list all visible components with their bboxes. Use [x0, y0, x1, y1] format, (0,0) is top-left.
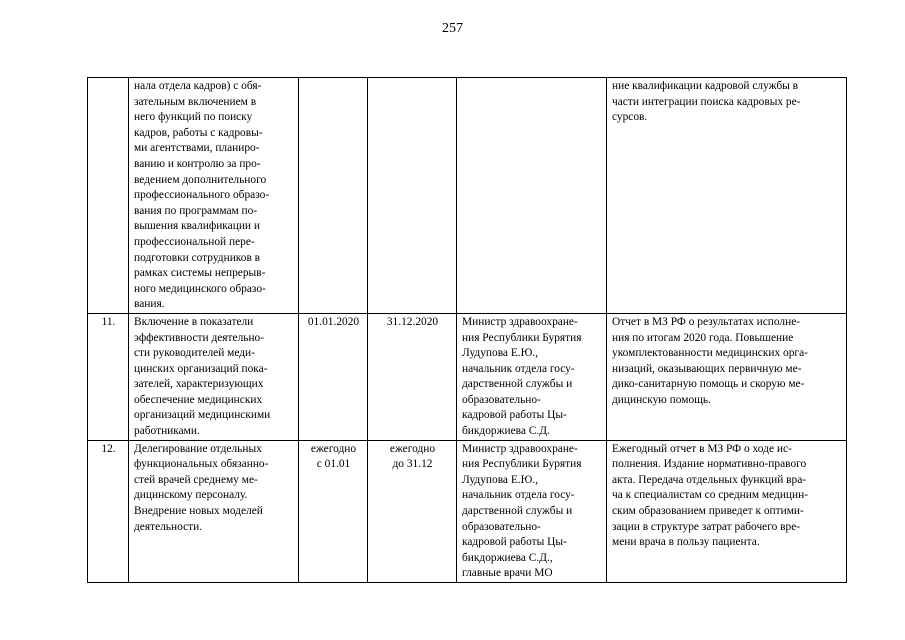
row-number-cell: 11.: [88, 313, 129, 440]
responsible-cell: Министр здравоохране- ния Республики Бурятия Лудупова Е.Ю., начальник отдела госу- дарственной службы и образовательно- кадровой работы Цы- бикдоржиева С.Д.: [457, 313, 607, 440]
row-number-cell: 12.: [88, 440, 129, 582]
responsible-cell: [457, 78, 607, 314]
start-date-cell: [299, 78, 368, 314]
table-row: [88, 78, 847, 314]
event-description-cell: Включение в показатели эффективности деятельно- сти руководителей меди- цинских организаций пока- зателей, характеризующих обеспечение медицинских организаций медицинскими работниками.: [129, 313, 299, 440]
page-number: 257: [442, 21, 463, 36]
event-description-cell: Делегирование отдельных функциональных обязанно- стей врачей среднему ме- дицинскому персоналу. Внедрение новых моделей деятельности.: [129, 440, 299, 582]
expected-result-cell: ние квалификации кадровой службы в части интеграции поиска кадровых ре- сурсов.: [607, 78, 847, 314]
table-row: [88, 313, 847, 440]
expected-result-cell: Отчет в МЗ РФ о результатах исполне- ния по итогам 2020 года. Повышение укомплектованности медицинских орга- низаций, оказывающих первичную ме- дико-санитарную помощь и скорую ме- дицинскую помощь.: [607, 313, 847, 440]
start-date-cell: ежегодно с 01.01: [299, 440, 368, 582]
start-date-cell: 01.01.2020: [299, 313, 368, 440]
end-date-cell: [368, 78, 457, 314]
row-number-cell: [88, 78, 129, 314]
measures-table: [87, 77, 847, 583]
table-row: [88, 440, 847, 582]
expected-result-cell: Ежегодный отчет в МЗ РФ о ходе ис- полнения. Издание нормативно-правого акта. Передача отдельных функций вра- ча к специалистам со средним медицин- ским образованием приведет к оптими- зации в структуре затрат рабочего вре- мени врача в пользу пациента.: [607, 440, 847, 582]
end-date-cell: 31.12.2020: [368, 313, 457, 440]
end-date-cell: ежегодно до 31.12: [368, 440, 457, 582]
responsible-cell: Министр здравоохране- ния Республики Бурятия Лудупова Е.Ю., начальник отдела госу- дарственной службы и образовательно- кадровой работы Цы- бикдоржиева С.Д., главные врачи МО: [457, 440, 607, 582]
event-description-cell: нала отдела кадров) с обя- зательным включением в него функций по поиску кадров, работы с кадровы- ми агентствами, планиро- ванию и контролю за про- ведением дополнительного профессионального образо- вания по программам по- вышения квалификации и профессиональной пере- подготовки сотрудников в рамках системы непрерыв- ного медицинского образо- вания.: [129, 78, 299, 314]
